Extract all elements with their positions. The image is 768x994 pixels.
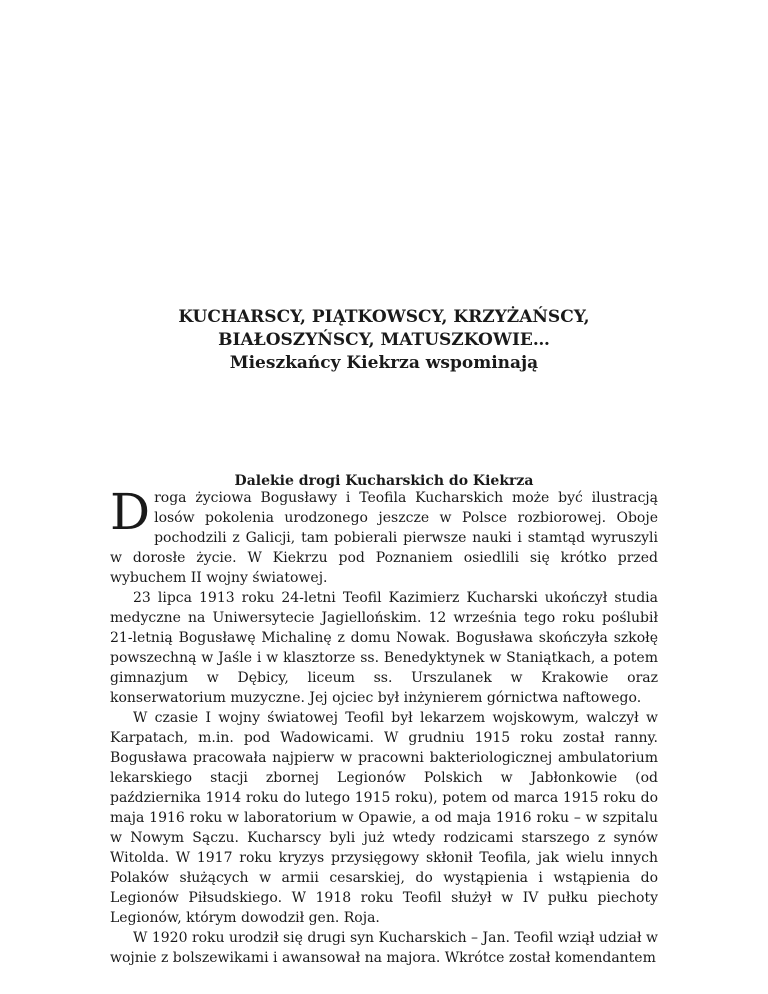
paragraph-4: W 1920 roku urodził się drugi syn Kucharskich – Jan. Teofil wziął udział w wojnie z bolszewikami i awansował na majora. Wkrótce został komendantem (110, 930, 658, 966)
paragraph-2: 23 lipca 1913 roku 24-letni Teofil Kazimierz Kucharski ukończył studia medyczne na Uniwersytecie Jagiellońskim. 12 września tego roku poślubił 21-letnią Bogusławę Michalinę z domu Nowak. Bogusława skończyła szkołę powszechną w Jaśle i w klasztorze ss. Benedyktynek w Staniątkach, a potem gimnazjum w Dębicy, liceum ss. Urszulanek w Krakowie oraz konserwatorium muzyczne. Jej ojciec był inżynierem górnictwa naftowego. (110, 590, 658, 706)
paragraph-1-text: roga życiowa Bogusławy i Teofila Kucharskich może być ilustracją losów pokolenia urodzonego jeszcze w Polsce rozbiorowej. Oboje pochodzili z Galicji, tam pobierali pierwsze nauki i stamtąd wyruszyli w dorosłe życie. W Kiekrzu pod Poznaniem osiedlili się krótko przed wybuchem II wojny światowej. (110, 490, 658, 586)
chapter-title-line-1: KUCHARSCY, PIĄTKOWSCY, KRZYŻAŃSCY, (178, 307, 590, 327)
paragraph-1 (110, 483, 658, 588)
chapter-title-line-2: BIAŁOSZYŃSCY, MATUSZKOWIE… (218, 330, 550, 350)
chapter-title (0, 306, 768, 375)
paragraph-3: W czasie I wojny światowej Teofil był lekarzem wojskowym, walczył w Karpatach, m.in. pod Wadowicami. W grudniu 1915 roku został ranny. Bogusława pracowała najpierw w pracowni bakteriologicznej ambulatorium lekarskiego stacji zbornej Legionów Polskich w Jabłonkowie (od października 1914 roku do lutego 1915 roku), potem od marca 1915 roku do maja 1916 roku w laboratorium w Opawie, a od maja 1916 roku – w szpitalu w Nowym Sączu. Kucharscy byli już wtedy rodzicami starszego z synów Witolda. W 1917 roku kryzys przysięgowy skłonił Teofila, jak wielu innych Polaków służących w armii cesarskiej, do wystąpienia i wstąpienia do Legionów Piłsudskiego. W 1918 roku Teofil służył w IV pułku piechoty Legionów, którym dowodził gen. Roja. (110, 710, 658, 926)
drop-cap: D (110, 483, 151, 541)
article-body (110, 483, 658, 968)
section-heading: Dalekie drogi Kucharskich do Kiekrza (234, 473, 534, 489)
chapter-subtitle: Mieszkańcy Kiekrza wspominają (229, 353, 539, 373)
